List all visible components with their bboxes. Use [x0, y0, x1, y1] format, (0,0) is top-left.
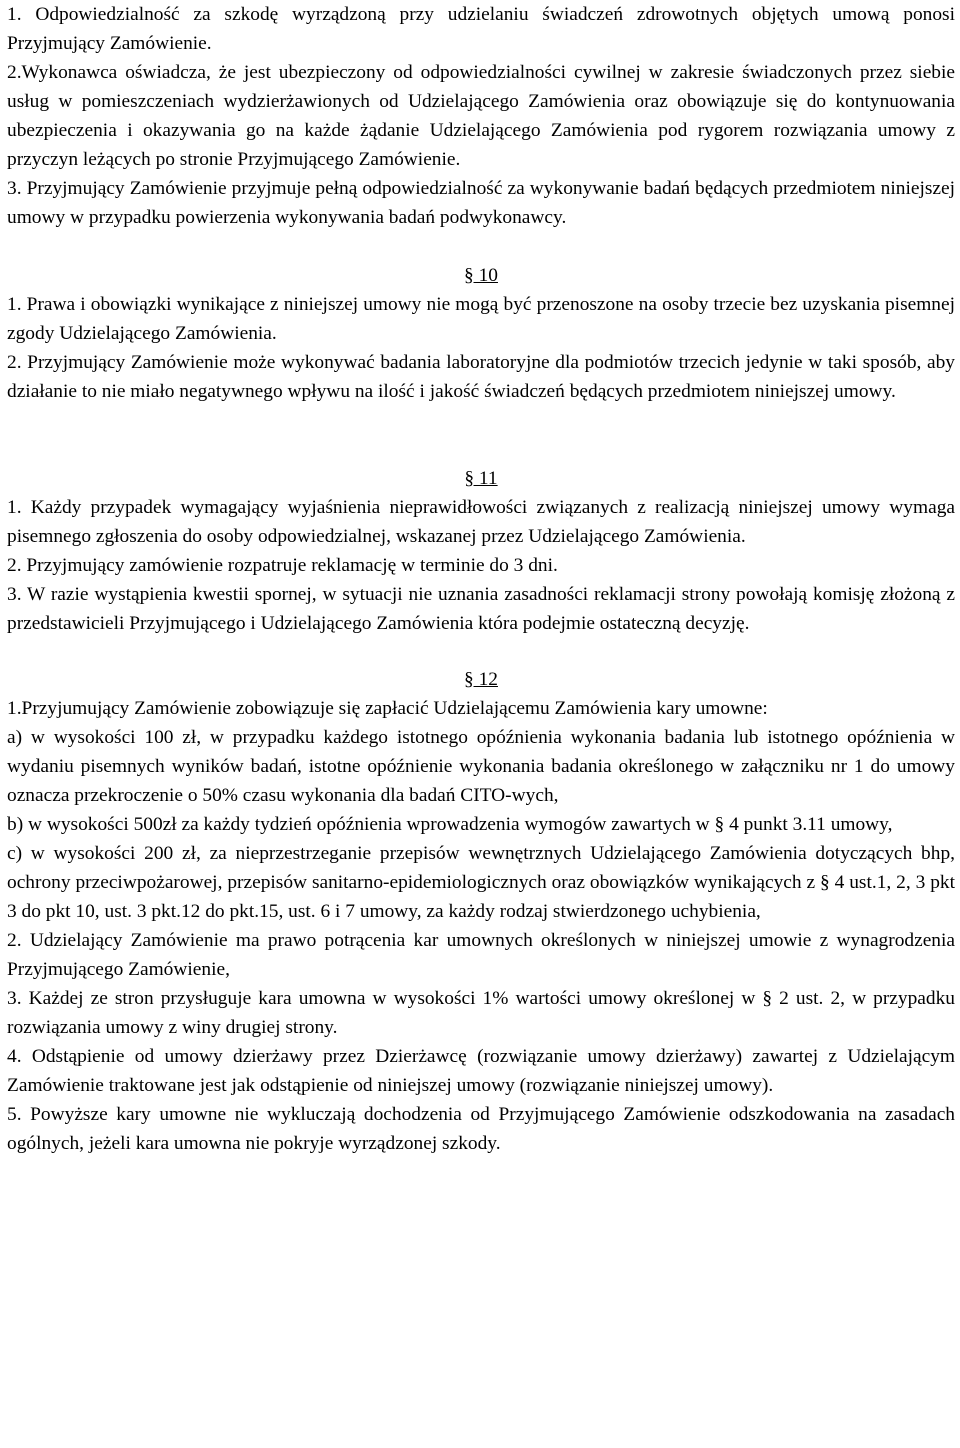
section-12-item-4: 4. Odstąpienie od umowy dzierżawy przez Dzierżawcę (rozwiązanie umowy dzierżawy) zawartej z Udzielającym Zamówienie traktowane jest jak odstąpienie od niniejszej umowy (rozwiązanie niniejszej umowy).: [7, 1046, 955, 1096]
section-12-item-5: 5. Powyższe kary umowne nie wykluczają dochodzenia od Przyjmującego Zamówienie odszkodowania na zasadach ogólnych, jeżeli kara umowna nie pokryje wyrządzonej szkody.: [7, 1104, 955, 1154]
section-11-item-2: 2. Przyjmujący zamówienie rozpatruje reklamację w terminie do 3 dni.: [7, 555, 558, 576]
paragraph-1: 1. Odpowiedzialność za szkodę wyrządzoną przy udzielaniu świadczeń zdrowotnych objętych umową ponosi Przyjmujący Zamówienie.: [7, 4, 955, 54]
paragraph-2: 2.Wykonawca oświadcza, że jest ubezpieczony od odpowiedzialności cywilnej w zakresie świadczonych przez siebie usług w pomieszczeniach wydzierżawionych od Udzielającego Zamówienia oraz obowiązuje się do kontynuowania ubezpieczenia i okazywania go na każde żądanie Udzielającego Zamówienia pod rygorem rozwiązania umowy z przyczyn leżących po stronie Przyjmującego Zamówienie.: [7, 62, 955, 170]
section-12: [7, 665, 955, 1158]
section-12-item-b: b) w wysokości 500zł za każdy tydzień opóźnienia wprowadzenia wymogów zawartych w § 4 punkt 3.11 umowy,: [7, 814, 893, 835]
section-12-item-a: a) w wysokości 100 zł, w przypadku każdego istotnego opóźnienia wykonania badania lub istotnego opóźnienia w wydaniu pisemnych wyników badań, istotne opóźnienie wykonania badania określonego w załączniku nr 1 do umowy oznacza przekroczenie o 50% czasu wykonania dla badań CITO-wych,: [7, 727, 955, 806]
spacer: [7, 638, 955, 665]
section-12-item-c: c) w wysokości 200 zł, za nieprzestrzeganie przepisów wewnętrznych Udzielającego Zamówienia dotyczących bhp, ochrony przeciwpożarowej, przepisów sanitarno-epidemiologicznych oraz obowiązków wynikających z § 4 ust.1, 2, 3 pkt 3 do pkt 10, ust. 3 pkt.12 do pkt.15, ust. 6 i 7 umowy, za każdy rodzaj stwierdzonego uchybienia,: [7, 843, 955, 922]
section-title: [7, 261, 955, 290]
section-11-item-1: 1. Każdy przypadek wymagający wyjaśnienia nieprawidłowości związanych z realizacją niniejszej umowy wymaga pisemnego zgłoszenia do osoby odpowiedzialnej, wskazanej przez Udzielającego Zamówienia.: [7, 497, 955, 547]
section-title: [7, 464, 955, 493]
section-10-item-2: 2. Przyjmujący Zamówienie może wykonywać badania laboratoryjne dla podmiotów trzecich jedynie w taki sposób, aby działanie to nie miało negatywnego wpływu na ilość i jakość świadczeń będących przedmiotem niniejszej umowy.: [7, 352, 955, 402]
section-10: [7, 261, 955, 406]
top-section: [7, 0, 955, 232]
section-10-title: § 10: [464, 265, 498, 286]
spacer: [7, 406, 955, 464]
section-11-item-3: 3. W razie wystąpienia kwestii spornej, w sytuacji nie uznania zasadności reklamacji strony powołają komisję złożoną z przedstawicieli Przyjmującego i Udzielającego Zamówienia która podejmie ostateczną decyzję.: [7, 584, 955, 634]
section-12-item-1: 1.Przyjumujący Zamówienie zobowiązuje się zapłacić Udzielającemu Zamówienia kary umowne:: [7, 698, 768, 719]
section-12-item-2: 2. Udzielający Zamówienie ma prawo potrącenia kar umownych określonych w niniejszej umowie z wynagrodzenia Przyjmującego Zamówienie,: [7, 930, 955, 980]
section-12-title: § 12: [464, 669, 498, 690]
section-11: [7, 464, 955, 638]
spacer: [7, 232, 955, 261]
section-12-item-3: 3. Każdej ze stron przysługuje kara umowna w wysokości 1% wartości umowy określonej w § 2 ust. 2, w przypadku rozwiązania umowy z winy drugiej strony.: [7, 988, 955, 1038]
paragraph-3: 3. Przyjmujący Zamówienie przyjmuje pełną odpowiedzialność za wykonywanie badań będących przedmiotem niniejszej umowy w przypadku powierzenia wykonywania badań podwykonawcy.: [7, 178, 955, 228]
section-10-item-1: 1. Prawa i obowiązki wynikające z niniejszej umowy nie mogą być przenoszone na osoby trzecie bez uzyskania pisemnej zgody Udzielającego Zamówienia.: [7, 294, 955, 344]
section-11-title: § 11: [464, 468, 498, 489]
document-page: [7, 0, 955, 1158]
section-title: [7, 665, 955, 694]
